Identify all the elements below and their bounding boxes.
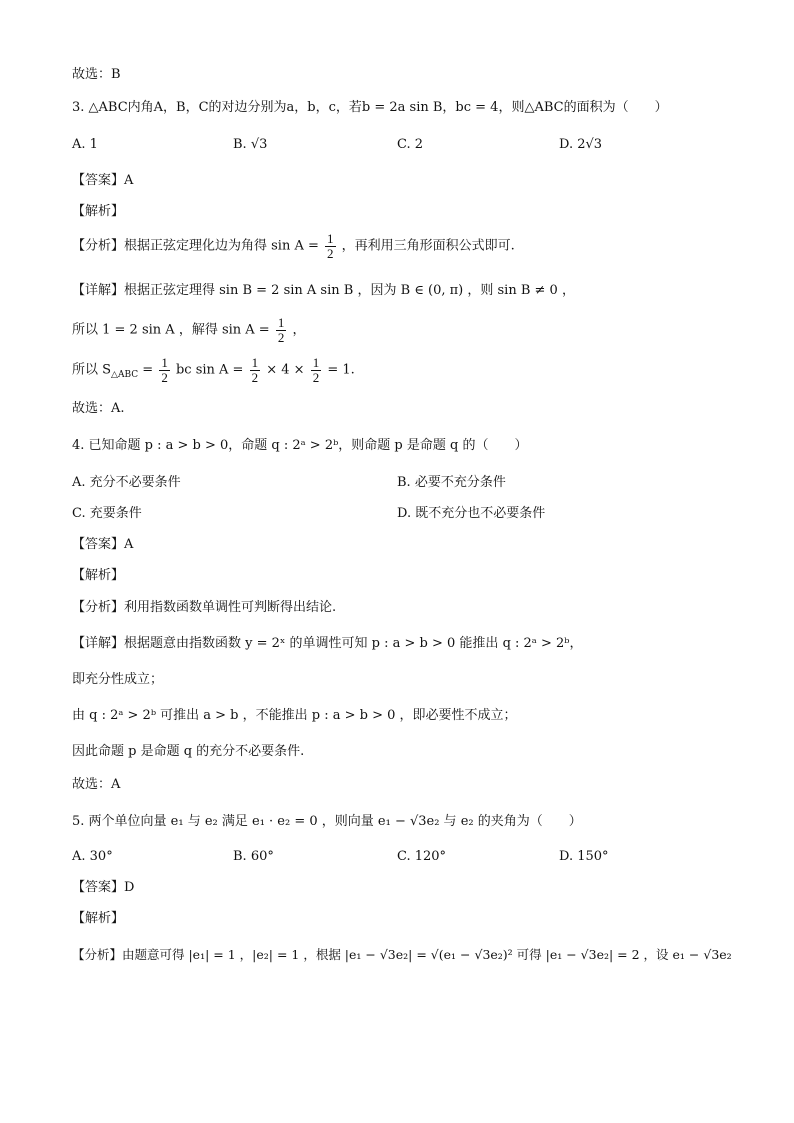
q5-option-d: D. 150°	[559, 849, 609, 864]
q4-step-2: 由 q : 2ᵃ > 2ᵇ 可推出 a > b ，不能推出 p : a > b > 0 ，即必要性不成立；	[72, 708, 517, 723]
fraction-half: $\frac{1}{2}$	[251, 355, 259, 385]
q4-option-c: C. 充要条件	[72, 506, 142, 521]
q3-option-a: A. 1	[72, 137, 98, 152]
q4-brief-analysis: 【分析】利用指数函数单调性可判断得出结论.	[72, 600, 337, 615]
q3-brief-analysis: 【分析】根据正弦定理化边为角得 sin A = $\frac{1}{2}$ ，再利用三角形面积公式即可.	[72, 231, 515, 261]
q5-option-a: A. 30°	[72, 849, 113, 864]
q4-option-d: D. 既不充分也不必要条件	[397, 506, 546, 521]
q5-answer: 【答案】D	[72, 880, 135, 895]
q3-step-2: 所以 $S_{\triangle ABC}$ = $\frac{1}{2}$ bc sin A = $\frac{1}{2}$ × 4 × $\frac{1}{2}$ = 1.	[72, 355, 355, 385]
q4-step-1: 即充分性成立；	[72, 672, 164, 687]
answer-choice-line: 故选：B	[72, 67, 121, 82]
q3-step-1: 所以 1 = 2 sin A ，解得 sin A = $\frac{1}{2}$ ，	[72, 315, 306, 345]
question-3: 3. △ABC内角A，B，C的对边分别为a，b，c，若b = 2a sin B，bc = 4，则△ABC的面积为（ ）	[72, 100, 668, 115]
q3-option-b: B. √3	[233, 137, 268, 152]
q3-choice: 故选：A.	[72, 401, 125, 416]
question-4: 4. 已知命题 p : a > b > 0，命题 q : 2ᵃ > 2ᵇ，则命题 p 是命题 q 的（ ）	[72, 438, 528, 453]
q3-option-d: D. 2√3	[559, 137, 603, 152]
q4-answer: 【答案】A	[72, 537, 134, 552]
fraction-half: $\frac{1}{2}$	[277, 315, 285, 345]
q4-option-b: B. 必要不充分条件	[397, 475, 506, 490]
q4-choice: 故选：A	[72, 777, 121, 792]
q3-detail: 【详解】根据正弦定理得 sin B = 2 sin A sin B ，因为 B ∈ (0, π) ，则 sin B ≠ 0 ，	[72, 283, 575, 298]
q3-analysis-heading: 【解析】	[72, 204, 125, 219]
fraction-half: $\frac{1}{2}$	[161, 355, 168, 385]
q4-option-a: A. 充分不必要条件	[72, 475, 181, 490]
q5-option-b: B. 60°	[233, 849, 274, 864]
fraction-half: $\frac{1}{2}$	[312, 355, 320, 385]
fraction-half: $\frac{1}{2}$	[327, 231, 334, 261]
q5-brief-analysis: 【分析】由题意可得 |e₁| = 1 ，|e₂| = 1 ，根据 |e₁ − √3e₂| = √(e₁ − √3e₂)² 可得 |e₁ − √3e₂| = 2 ，设 e₁ − √3e₂	[72, 947, 732, 962]
q5-option-c: C. 120°	[397, 849, 447, 864]
q3-option-c: C. 2	[397, 137, 424, 152]
question-5: 5. 两个单位向量 e₁ 与 e₂ 满足 e₁ · e₂ = 0 ，则向量 e₁ − √3e₂ 与 e₂ 的夹角为（ ）	[72, 814, 582, 829]
q4-analysis-heading: 【解析】	[72, 568, 125, 583]
q4-step-3: 因此命题 p 是命题 q 的充分不必要条件.	[72, 744, 305, 759]
q3-answer: 【答案】A	[72, 173, 134, 188]
q4-detail: 【详解】根据题意由指数函数 y = 2ˣ 的单调性可知 p : a > b > 0 能推出 q : 2ᵃ > 2ᵇ，	[72, 636, 583, 651]
q5-analysis-heading: 【解析】	[72, 911, 125, 926]
